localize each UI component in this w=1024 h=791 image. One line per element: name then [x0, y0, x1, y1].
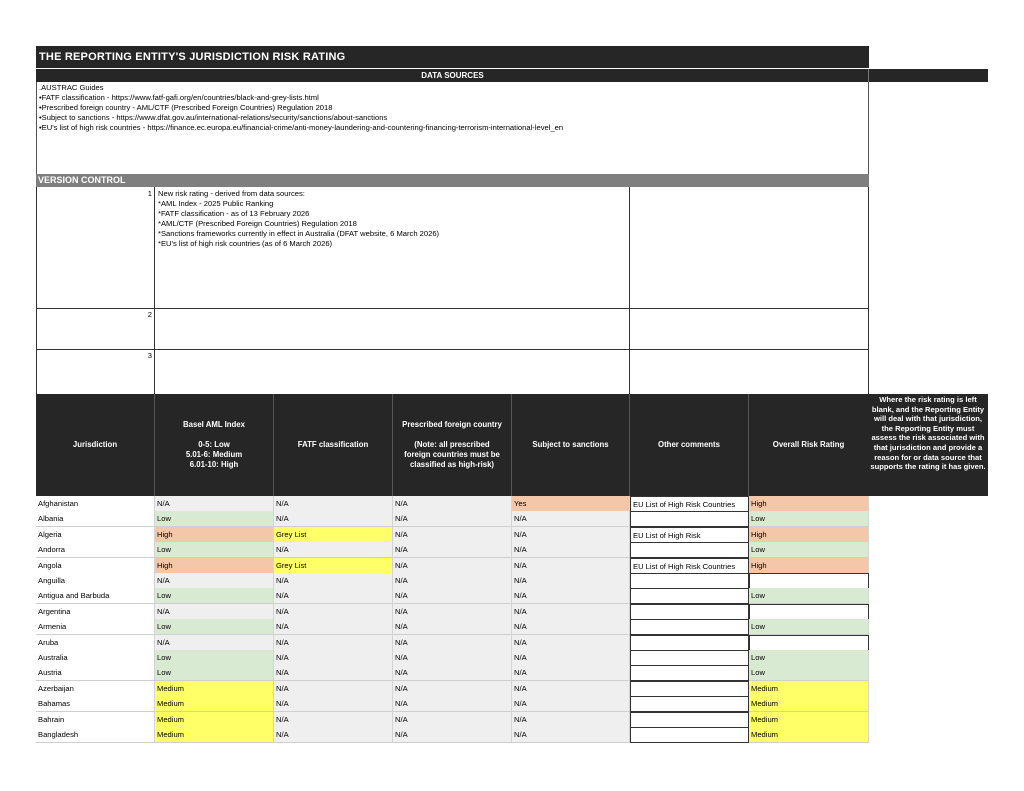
fatf-cell[interactable]: N/A [274, 681, 393, 697]
overall-rating-cell[interactable]: Medium [749, 681, 869, 697]
sanctions-cell[interactable]: N/A [512, 681, 630, 697]
prescribed-cell[interactable]: N/A [393, 511, 512, 527]
basel-cell[interactable]: Low [155, 665, 274, 681]
prescribed-cell[interactable]: N/A [393, 665, 512, 681]
data-sources-header: DATA SOURCES [36, 69, 988, 82]
sanctions-cell[interactable]: N/A [512, 665, 630, 681]
basel-cell[interactable]: Medium [155, 696, 274, 712]
fatf-cell[interactable]: N/A [274, 604, 393, 620]
basel-cell[interactable]: Medium [155, 727, 274, 743]
overall-rating-cell[interactable]: High [749, 558, 869, 574]
table-row [36, 604, 869, 620]
fatf-cell[interactable]: N/A [274, 665, 393, 681]
comments-cell[interactable] [630, 681, 749, 697]
sanctions-cell[interactable]: N/A [512, 527, 630, 543]
data-source-line: •FATF classification - https://www.fatf-gafi.org/en/countries/black-and-grey-lists.html [39, 93, 319, 102]
fatf-cell[interactable]: N/A [274, 696, 393, 712]
fatf-cell[interactable]: N/A [274, 727, 393, 743]
basel-cell[interactable]: Low [155, 650, 274, 666]
fatf-cell[interactable]: Grey List [274, 527, 393, 543]
overall-rating-cell[interactable] [749, 573, 869, 589]
comments-cell[interactable] [630, 573, 749, 589]
overall-rating-cell[interactable]: Low [749, 511, 869, 527]
data-source-line: •Subject to sanctions - https://www.dfat.gov.au/international-relations/security/sanctions/about-sanctions [39, 113, 388, 122]
basel-cell[interactable]: Low [155, 588, 274, 604]
table-row [36, 681, 869, 697]
sanctions-cell[interactable]: N/A [512, 558, 630, 574]
basel-cell[interactable]: High [155, 558, 274, 574]
prescribed-cell[interactable]: N/A [393, 573, 512, 589]
comments-cell[interactable]: EU List of High Risk Countries [630, 496, 749, 512]
version-control-grid [36, 187, 869, 394]
table-row [36, 635, 869, 651]
sanctions-cell[interactable]: N/A [512, 588, 630, 604]
header-subject-to-sanctions: Subject to sanctions [512, 394, 630, 496]
version-note-line: *AML Index - 2025 Public Ranking [158, 199, 274, 208]
jurisdiction-cell[interactable]: Australia [36, 650, 155, 666]
overall-rating-cell[interactable]: High [749, 527, 869, 543]
prescribed-cell[interactable]: N/A [393, 588, 512, 604]
version-extra-cell[interactable] [630, 187, 869, 308]
basel-cell[interactable]: N/A [155, 604, 274, 620]
prescribed-cell[interactable]: N/A [393, 712, 512, 728]
overall-rating-cell[interactable] [749, 635, 869, 651]
fatf-cell[interactable]: N/A [274, 588, 393, 604]
overall-rating-cell[interactable]: Medium [749, 696, 869, 712]
comments-cell[interactable] [630, 542, 749, 558]
overall-rating-cell[interactable]: Low [749, 619, 869, 635]
basel-cell[interactable]: N/A [155, 496, 274, 512]
version-notes[interactable] [155, 308, 630, 349]
prescribed-cell[interactable]: N/A [393, 542, 512, 558]
version-notes[interactable] [155, 187, 630, 308]
prescribed-cell[interactable]: N/A [393, 696, 512, 712]
basel-cell[interactable]: Low [155, 619, 274, 635]
fatf-cell[interactable]: N/A [274, 542, 393, 558]
basel-cell[interactable]: High [155, 527, 274, 543]
prescribed-cell[interactable]: N/A [393, 650, 512, 666]
prescribed-cell[interactable]: N/A [393, 558, 512, 574]
prescribed-cell[interactable]: N/A [393, 496, 512, 512]
comments-cell[interactable] [630, 511, 749, 527]
page-title: THE REPORTING ENTITY'S JURISDICTION RISK RATING [36, 46, 869, 68]
jurisdiction-cell[interactable]: Bahrain [36, 712, 155, 728]
data-source-line: •EU's list of high risk countries - https://finance.ec.europa.eu/financial-crime/anti-money-laundering-and-countering-financing-terrorism-international-level_en [39, 123, 564, 132]
sanctions-cell[interactable]: Yes [512, 496, 630, 512]
overall-rating-cell[interactable]: Low [749, 650, 869, 666]
jurisdiction-cell[interactable]: Bangladesh [36, 727, 155, 743]
fatf-cell[interactable]: N/A [274, 712, 393, 728]
table-row [36, 727, 869, 743]
data-sources-box [36, 82, 869, 175]
jurisdiction-cell[interactable]: Anguilla [36, 573, 155, 589]
basel-cell[interactable]: N/A [155, 635, 274, 651]
sanctions-cell[interactable]: N/A [512, 619, 630, 635]
comments-cell[interactable] [630, 650, 749, 666]
header-other-comments: Other comments [630, 394, 749, 496]
version-number: 1 [36, 187, 155, 308]
fatf-cell[interactable]: N/A [274, 650, 393, 666]
sanctions-cell[interactable]: N/A [512, 511, 630, 527]
basel-cell[interactable]: Medium [155, 712, 274, 728]
version-note-line: *EU's list of high risk countries (as of 6 March 2026) [158, 239, 333, 248]
risk-rating-note: Where the risk rating is left blank, and the Reporting Entity will deal with that jurisdiction, the Reporting Entity must assess the risk associated with that jurisdiction and provide a reason for or data source that supports the rating it has given. [868, 394, 988, 496]
data-source-line: .AUSTRAC Guides [39, 83, 104, 92]
comments-cell[interactable] [630, 665, 749, 681]
prescribed-cell[interactable]: N/A [393, 635, 512, 651]
table-row [36, 542, 869, 558]
sanctions-cell[interactable]: N/A [512, 650, 630, 666]
jurisdiction-cell[interactable]: Afghanistan [36, 496, 155, 512]
fatf-cell[interactable]: N/A [274, 496, 393, 512]
sanctions-cell[interactable]: N/A [512, 727, 630, 743]
sanctions-cell[interactable]: N/A [512, 604, 630, 620]
table-row [36, 665, 869, 681]
table-row [36, 558, 869, 574]
comments-cell[interactable] [630, 727, 749, 743]
table-row [36, 573, 869, 589]
basel-cell[interactable]: Low [155, 542, 274, 558]
version-row [36, 187, 869, 309]
table-row [36, 650, 869, 666]
comments-cell[interactable] [630, 619, 749, 635]
version-note-line: New risk rating - derived from data sources: [158, 189, 305, 198]
version-control-header: VERSION CONTROL [36, 174, 869, 187]
fatf-cell[interactable]: N/A [274, 619, 393, 635]
comments-cell[interactable] [630, 588, 749, 604]
basel-cell[interactable]: Medium [155, 681, 274, 697]
version-number: 2 [36, 308, 155, 349]
version-row [36, 349, 869, 394]
header-overall-risk-rating: Overall Risk Rating [749, 394, 869, 496]
jurisdiction-cell[interactable]: Armenia [36, 619, 155, 635]
comments-cell[interactable] [630, 712, 749, 728]
sanctions-cell[interactable]: N/A [512, 712, 630, 728]
sanctions-cell[interactable]: N/A [512, 542, 630, 558]
version-notes[interactable] [155, 349, 630, 394]
basel-cell[interactable]: N/A [155, 573, 274, 589]
sanctions-cell[interactable]: N/A [512, 635, 630, 651]
header-divider [868, 69, 869, 82]
jurisdiction-cell[interactable]: Algeria [36, 527, 155, 543]
version-row [36, 308, 869, 350]
overall-rating-cell[interactable]: Low [749, 665, 869, 681]
overall-rating-cell[interactable]: Medium [749, 712, 869, 728]
header-fatf-classification: FATF classification [274, 394, 393, 496]
jurisdiction-cell[interactable]: Azerbaijan [36, 681, 155, 697]
overall-rating-cell[interactable]: Medium [749, 727, 869, 743]
header-prescribed-foreign-country: Prescribed foreign country (Note: all prescribed foreign countries must be classified as high-risk) [393, 394, 512, 496]
table-row [36, 696, 869, 712]
prescribed-cell[interactable]: N/A [393, 527, 512, 543]
fatf-cell[interactable]: N/A [274, 573, 393, 589]
prescribed-cell[interactable]: N/A [393, 681, 512, 697]
header-basel-aml-index: Basel AML Index 0-5: Low 5.01-6: Medium 6.01-10: High [155, 394, 274, 496]
prescribed-cell[interactable]: N/A [393, 727, 512, 743]
version-extra-cell[interactable] [630, 308, 869, 349]
version-note-line: *Sanctions frameworks currently in effect in Australia (DFAT website, 6 March 2026) [158, 229, 440, 238]
jurisdiction-cell[interactable]: Antigua and Barbuda [36, 588, 155, 604]
fatf-cell[interactable]: Grey List [274, 558, 393, 574]
prescribed-cell[interactable]: N/A [393, 619, 512, 635]
comments-cell[interactable] [630, 696, 749, 712]
fatf-cell[interactable]: N/A [274, 511, 393, 527]
table-row [36, 712, 869, 728]
version-number: 3 [36, 349, 155, 394]
overall-rating-cell[interactable]: Low [749, 588, 869, 604]
data-source-line: •Prescribed foreign country - AML/CTF (Prescribed Foreign Countries) Regulation 2018 [39, 103, 333, 112]
jurisdiction-cell[interactable]: Albania [36, 511, 155, 527]
sanctions-cell[interactable]: N/A [512, 573, 630, 589]
jurisdiction-cell[interactable]: Austria [36, 665, 155, 681]
table-row [36, 496, 869, 512]
fatf-cell[interactable]: N/A [274, 635, 393, 651]
prescribed-cell[interactable]: N/A [393, 604, 512, 620]
sanctions-cell[interactable]: N/A [512, 696, 630, 712]
jurisdiction-cell[interactable]: Bahamas [36, 696, 155, 712]
jurisdiction-cell[interactable]: Argentina [36, 604, 155, 620]
jurisdiction-cell[interactable]: Andorra [36, 542, 155, 558]
comments-cell[interactable] [630, 635, 749, 651]
version-note-line: *AML/CTF (Prescribed Foreign Countries) Regulation 2018 [158, 219, 357, 228]
overall-rating-cell[interactable]: Low [749, 542, 869, 558]
comments-cell[interactable]: EU List of High Risk [630, 527, 749, 543]
table-row [36, 619, 869, 635]
version-note-line: *FATF classification - as of 13 February 2026 [158, 209, 310, 218]
overall-rating-cell[interactable] [749, 604, 869, 620]
comments-cell[interactable]: EU List of High Risk Countries [630, 558, 749, 574]
comments-cell[interactable] [630, 604, 749, 620]
table-row [36, 527, 869, 543]
version-extra-cell[interactable] [630, 349, 869, 394]
table-row [36, 511, 869, 527]
basel-cell[interactable]: Low [155, 511, 274, 527]
jurisdiction-cell[interactable]: Aruba [36, 635, 155, 651]
jurisdiction-cell[interactable]: Angola [36, 558, 155, 574]
header-jurisdiction: Jurisdiction [36, 394, 155, 496]
overall-rating-cell[interactable]: High [749, 496, 869, 512]
table-row [36, 588, 869, 604]
